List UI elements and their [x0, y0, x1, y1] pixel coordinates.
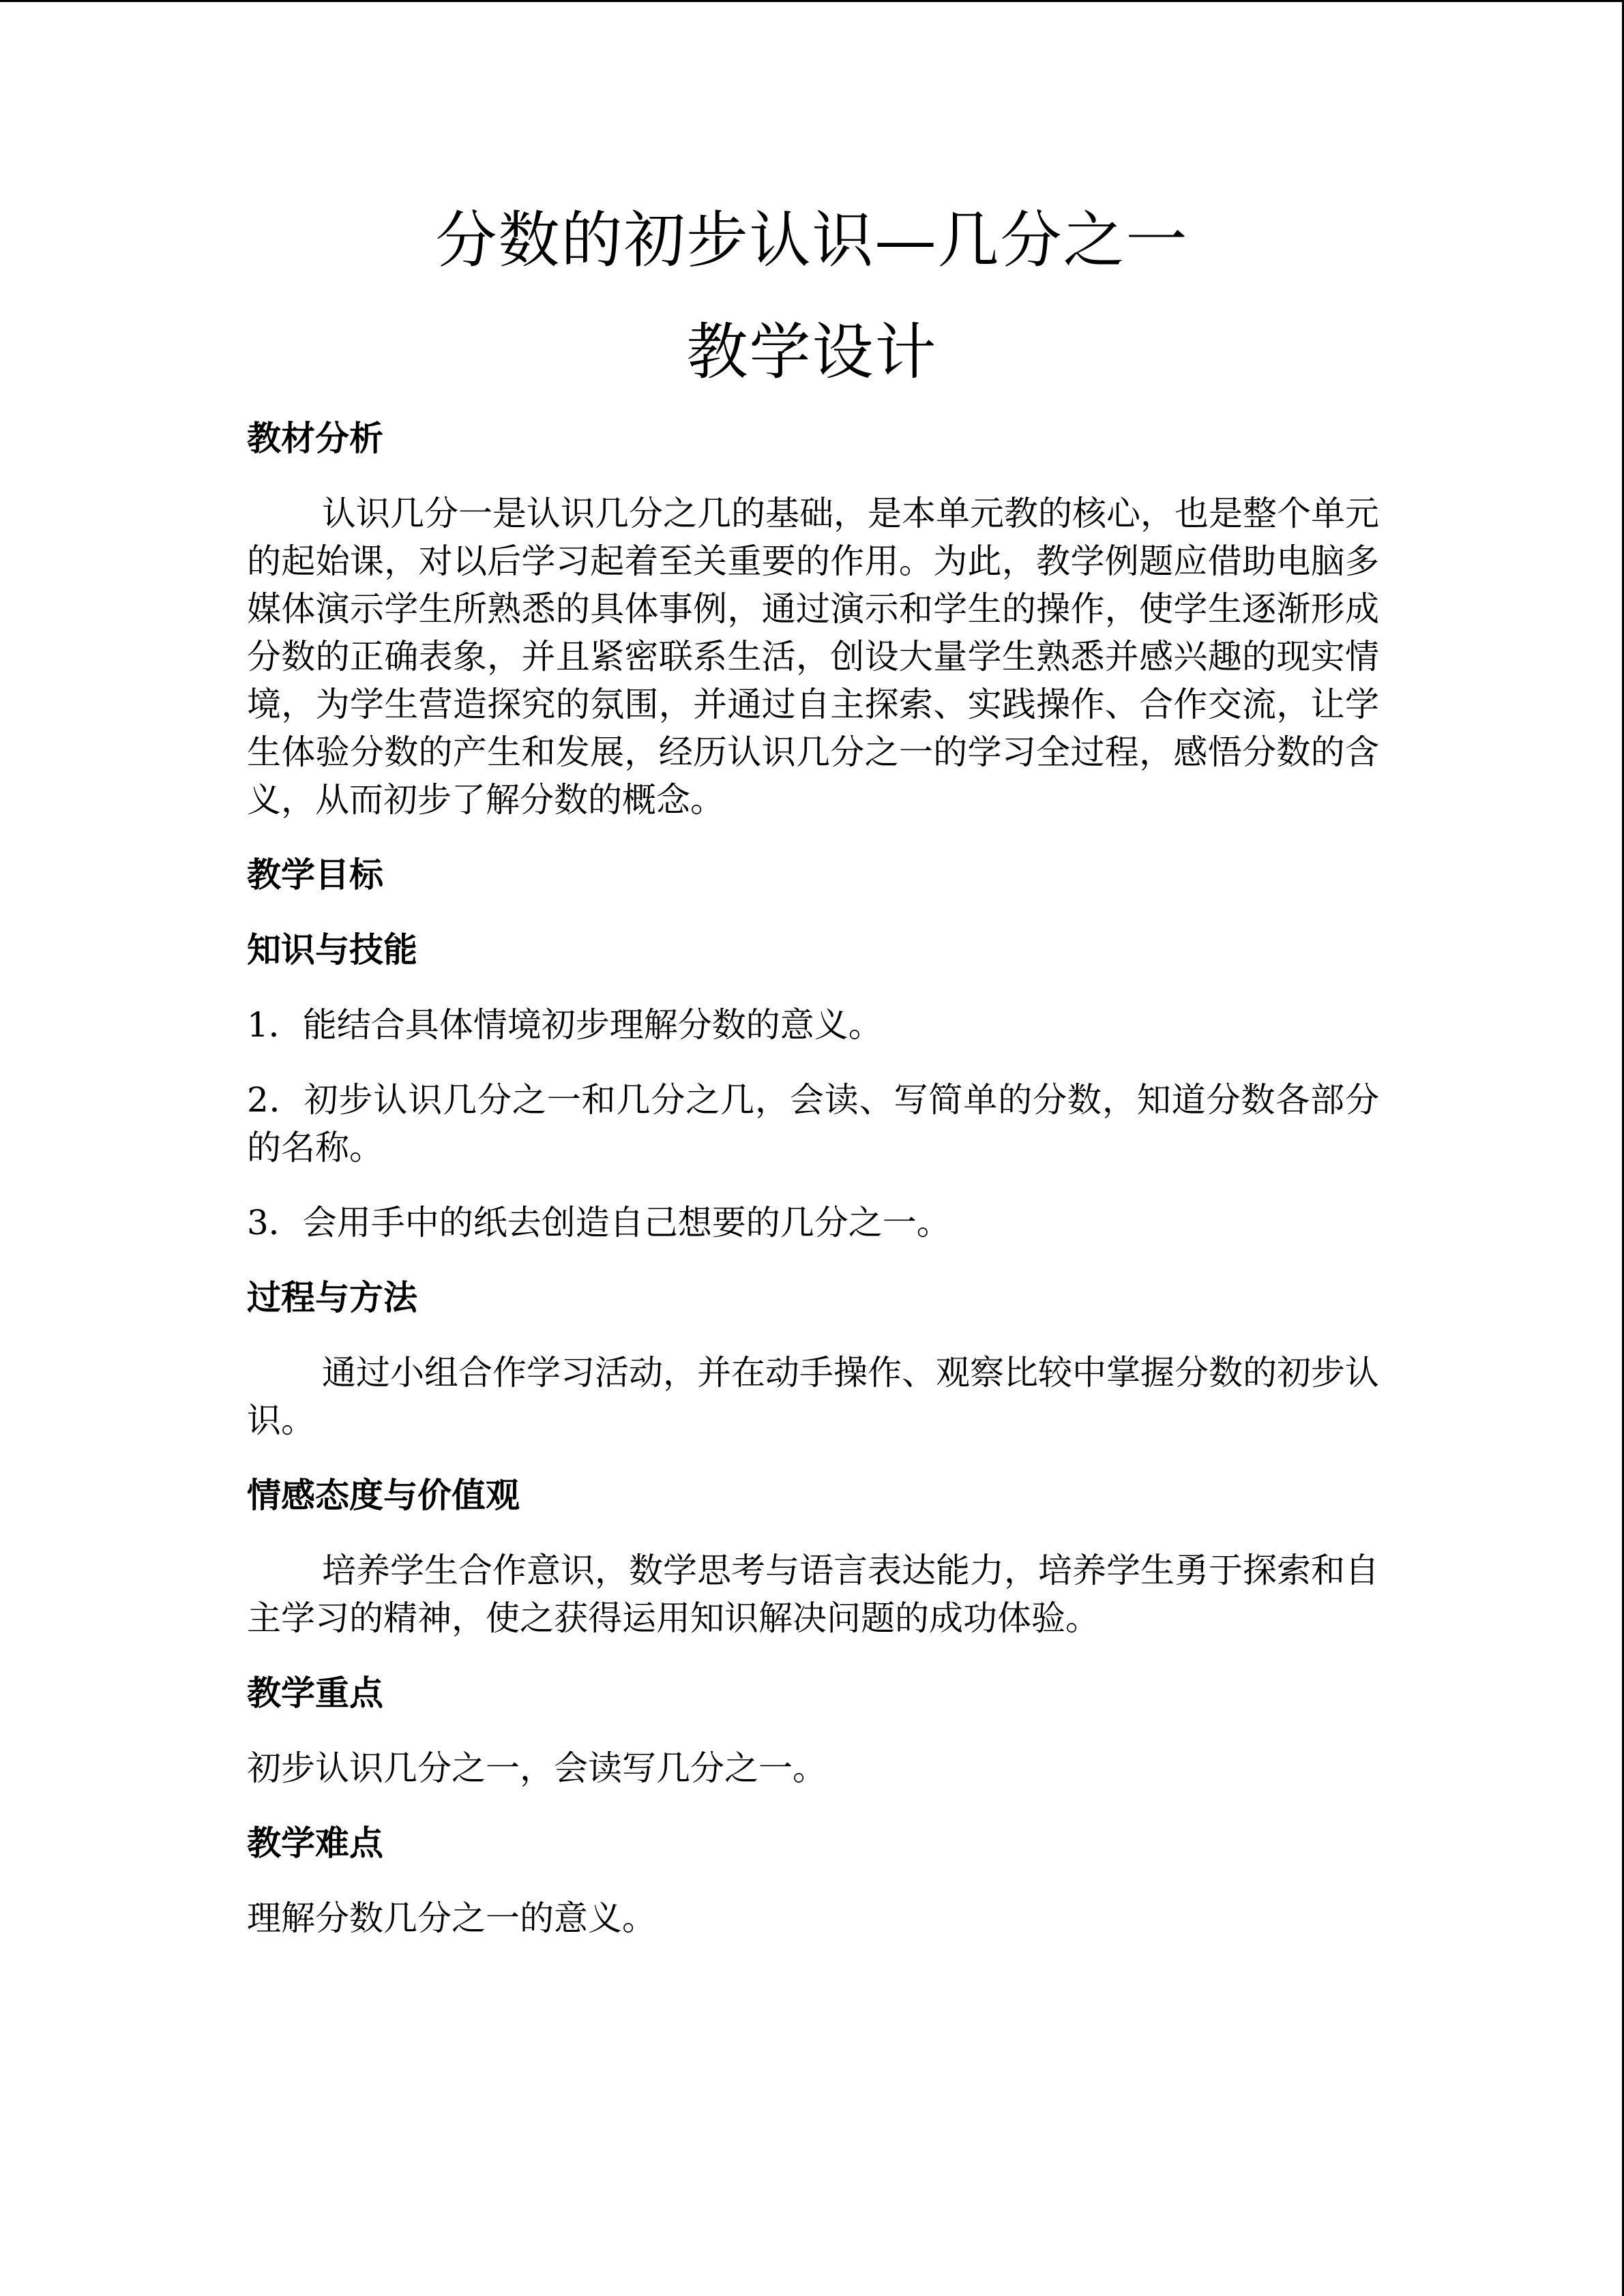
knowledge-skill-item-1: 1．能结合具体情境初步理解分数的意义。 [247, 1005, 883, 1045]
document-subtitle: 教学设计 [686, 316, 938, 388]
material-analysis-paragraph: 认识几分一是认识几分之几的基础，是本单元教的核心，也是整个单元的起始课，对以后学习起着至关重要的作用。为此，教学例题应借助电脑多媒体演示学生所熟悉的具体事例，通过演示和学生的操作，使学生逐渐形成分数的正确表象，并且紧密联系生活，创设大量学生熟悉并感兴趣的现实情境，为学生营造探究的氛围，并通过自主探索、实践操作、合作交流，让学生体验分数的产生和发展，经历认识几分之一的学习全过程，感悟分数的含义，从而初步了解分数的概念。 [247, 494, 1379, 820]
difficulties-paragraph: 理解分数几分之一的意义。 [247, 1898, 656, 1938]
section-heading-knowledge-skills: 知识与技能 [247, 930, 417, 970]
section-heading-teaching-goals: 教学目标 [247, 855, 383, 895]
key-points-paragraph: 初步认识几分之一，会读写几分之一。 [247, 1748, 827, 1788]
section-heading-key-points: 教学重点 [247, 1673, 383, 1713]
process-methods-paragraph: 通过小组合作学习活动，并在动手操作、观察比较中掌握分数的初步认识。 [247, 1353, 1379, 1440]
document-title: 分数的初步认识—几分之一 [435, 205, 1189, 276]
page-border-top [0, 0, 1624, 2]
knowledge-skill-item-3: 3．会用手中的纸去创造自己想要的几分之一。 [247, 1203, 951, 1242]
knowledge-skill-item-2: 2．初步认识几分之一和几分之几，会读、写简单的分数，知道分数各部分的名称。 [247, 1080, 1379, 1167]
section-heading-process-methods: 过程与方法 [247, 1278, 417, 1317]
document-body [247, 415, 1379, 1969]
section-heading-difficulties: 教学难点 [247, 1823, 383, 1863]
emotion-values-paragraph: 培养学生合作意识，数学思考与语言表达能力，培养学生勇于探索和自主学习的精神，使之获得运用知识解决问题的成功体验。 [247, 1551, 1379, 1638]
section-heading-emotion-values: 情感态度与价值观 [247, 1476, 520, 1515]
section-heading-material-analysis: 教材分析 [247, 419, 383, 458]
